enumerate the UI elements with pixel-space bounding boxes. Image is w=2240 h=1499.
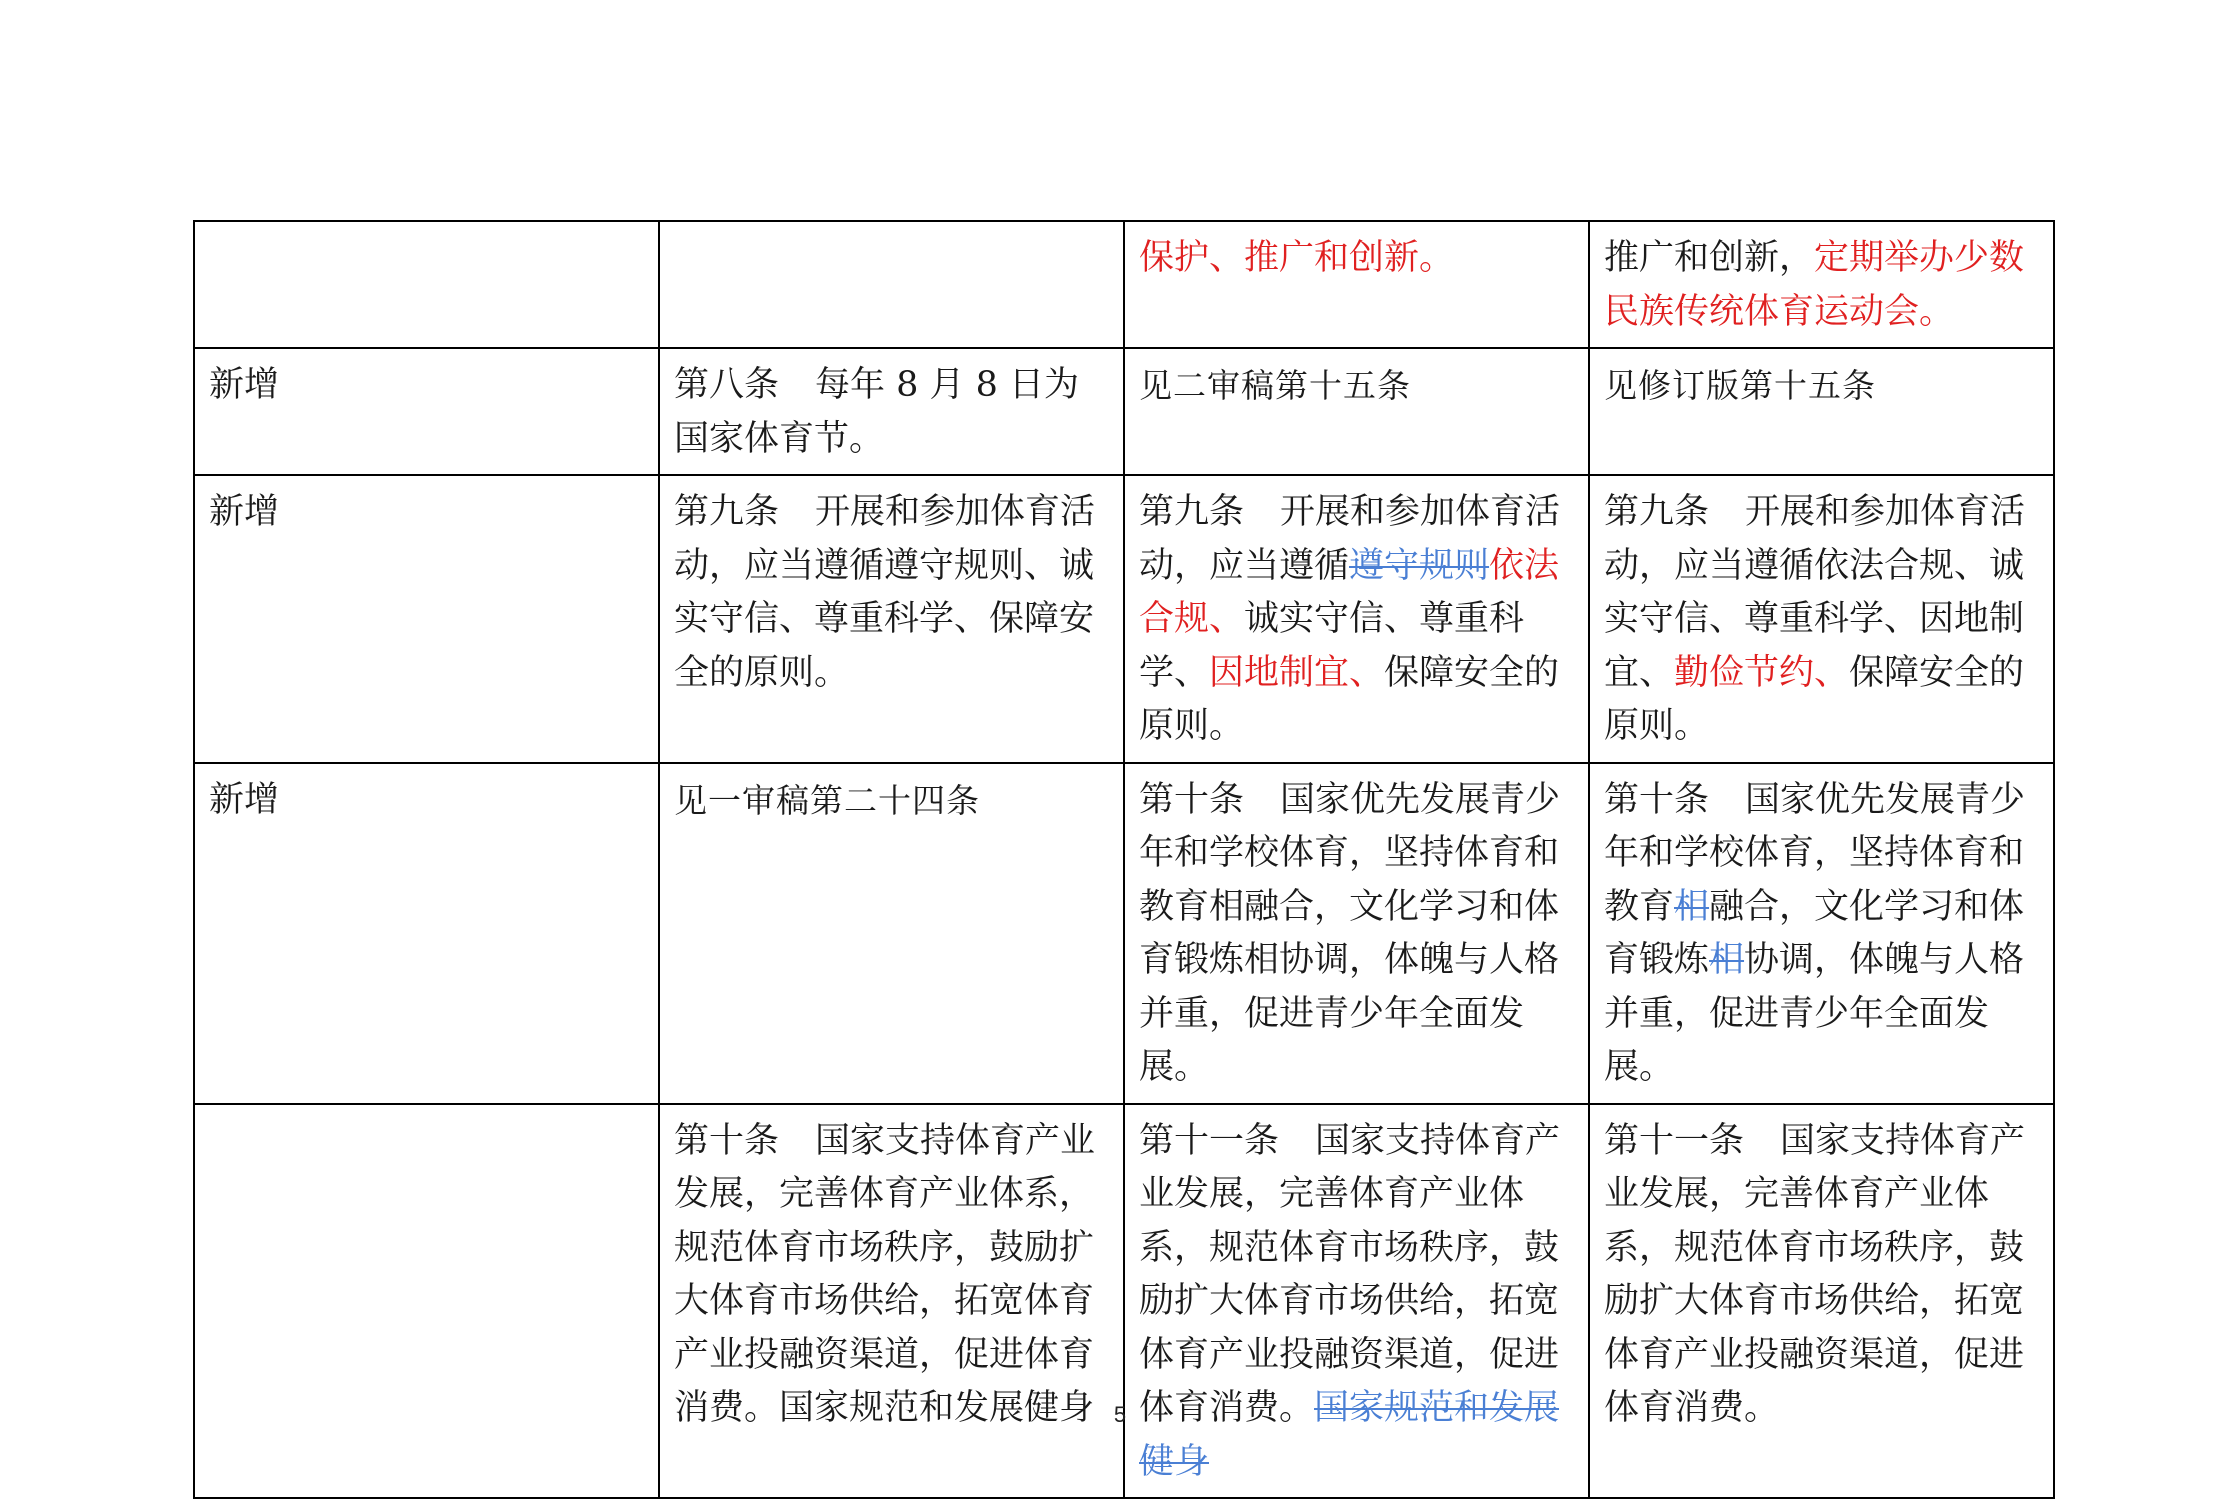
table-row	[194, 348, 2054, 475]
cell-text: 第九条	[1139, 492, 1245, 532]
deleted-text: 遵守规则	[1349, 545, 1490, 586]
table-cell-col1: 新增	[194, 763, 659, 1104]
cell-text: 国家优先发展青少年和学校体育，坚持体育和教育	[1604, 779, 2026, 927]
deleted-text: 相	[1674, 886, 1710, 927]
table-cell-col1	[194, 221, 659, 348]
cell-text: 保障安全的原则。	[1604, 652, 2025, 746]
table-cell-col3	[1124, 348, 1589, 475]
reference-text: 见一审稿第二十四条	[674, 780, 980, 820]
table-cell-col3	[1124, 763, 1589, 1104]
cell-text: 保障安全的原则。	[1139, 652, 1560, 746]
inserted-text: 因地制宜、	[1209, 652, 1385, 693]
inserted-text: 依法合规、	[1139, 545, 1560, 639]
inserted-text: 勤俭节约、	[1674, 652, 1850, 693]
table-cell-col2	[659, 475, 1124, 763]
cell-text: 每年 8 月 8 日为国家体育节。	[674, 365, 1080, 459]
inserted-text: 保护、推广和创新。	[1139, 238, 1455, 278]
cell-text: 诚实守信、尊重科学、	[1139, 599, 1525, 693]
table-cell-col4	[1589, 348, 2054, 475]
table-cell-col2	[659, 763, 1124, 1104]
cell-text: 开展和参加体育活动，应当遵循依法合规、诚实守信、尊重科学、因地制宜、	[1604, 492, 2026, 693]
cell-text: 国家支持体育产业发展，完善体育产业体系，规范体育市场秩序，鼓励扩大体育市场供给，拓宽体育产业投融资渠道，促进体育消费。	[1604, 1120, 2026, 1428]
table-cell-col3	[1124, 475, 1589, 763]
deleted-text: 国家规范和发展健身	[1139, 1388, 1560, 1482]
cell-text: 第十条	[1604, 779, 1710, 820]
reference-text: 见修订版第十五条	[1604, 366, 1876, 405]
table-cell-col4	[1589, 221, 2054, 348]
table-row	[194, 475, 2054, 763]
table-cell-col4	[1589, 763, 2054, 1104]
table-cell-col4	[1589, 475, 2054, 763]
cell-text: 第八条	[674, 365, 780, 405]
cell-text: 融合，文化学习和体育锻炼	[1604, 886, 2025, 980]
cell-text: 协调，体魄与人格并重，促进青少年全面发展。	[1604, 940, 2025, 1087]
table-cell-col2	[659, 1104, 1124, 1499]
cell-text: 第十条	[674, 1120, 780, 1161]
table-cell-col1: 新增	[194, 475, 659, 763]
cell-text: 国家支持体育产业发展，完善体育产业体系，规范体育市场秩序，鼓励扩大体育市场供给，拓宽体育产业投融资渠道，促进体育消费。	[1139, 1120, 1561, 1428]
table-cell-col2	[659, 221, 1124, 348]
table-row	[194, 1104, 2054, 1499]
cell-text: 第九条	[1604, 492, 1710, 532]
cell-text: 开展和参加体育活动，应当遵循遵守规则、诚实守信、尊重科学、保障安全的原则。	[674, 492, 1096, 693]
table-cell-col3	[1124, 221, 1589, 348]
cell-text: 推广和创新，	[1604, 238, 1815, 278]
cell-text: 国家支持体育产业发展，完善体育产业体系，规范体育市场秩序，鼓励扩大体育市场供给，拓宽体育产业投融资渠道，促进体育消费。国家规范和发展健身	[674, 1120, 1096, 1428]
table-cell-col1: 新增	[194, 348, 659, 475]
cell-text: 第九条	[674, 492, 780, 532]
inserted-text: 定期举办少数民族传统体育运动会。	[1604, 238, 2025, 332]
reference-text: 见二审稿第十五条	[1139, 366, 1411, 405]
table-cell-col3	[1124, 1104, 1589, 1499]
page-number: 5	[1113, 1402, 1127, 1427]
table-cell-col4	[1589, 1104, 2054, 1499]
comparison-table	[193, 220, 2055, 1499]
cell-text: 开展和参加体育活动，应当遵循	[1139, 492, 1561, 586]
cell-text: 第十一条	[1604, 1120, 1745, 1161]
table-row	[194, 221, 2054, 348]
cell-text: 第十一条	[1139, 1120, 1280, 1161]
table-row	[194, 763, 2054, 1104]
cell-text: 第十条	[1139, 779, 1245, 820]
deleted-text: 相	[1709, 940, 1745, 980]
table-cell-col2	[659, 348, 1124, 475]
table-cell-col1	[194, 1104, 659, 1499]
cell-text: 国家优先发展青少年和学校体育，坚持体育和教育相融合，文化学习和体育锻炼相协调，体魄与人格并重，促进青少年全面发展。	[1139, 779, 1561, 1087]
